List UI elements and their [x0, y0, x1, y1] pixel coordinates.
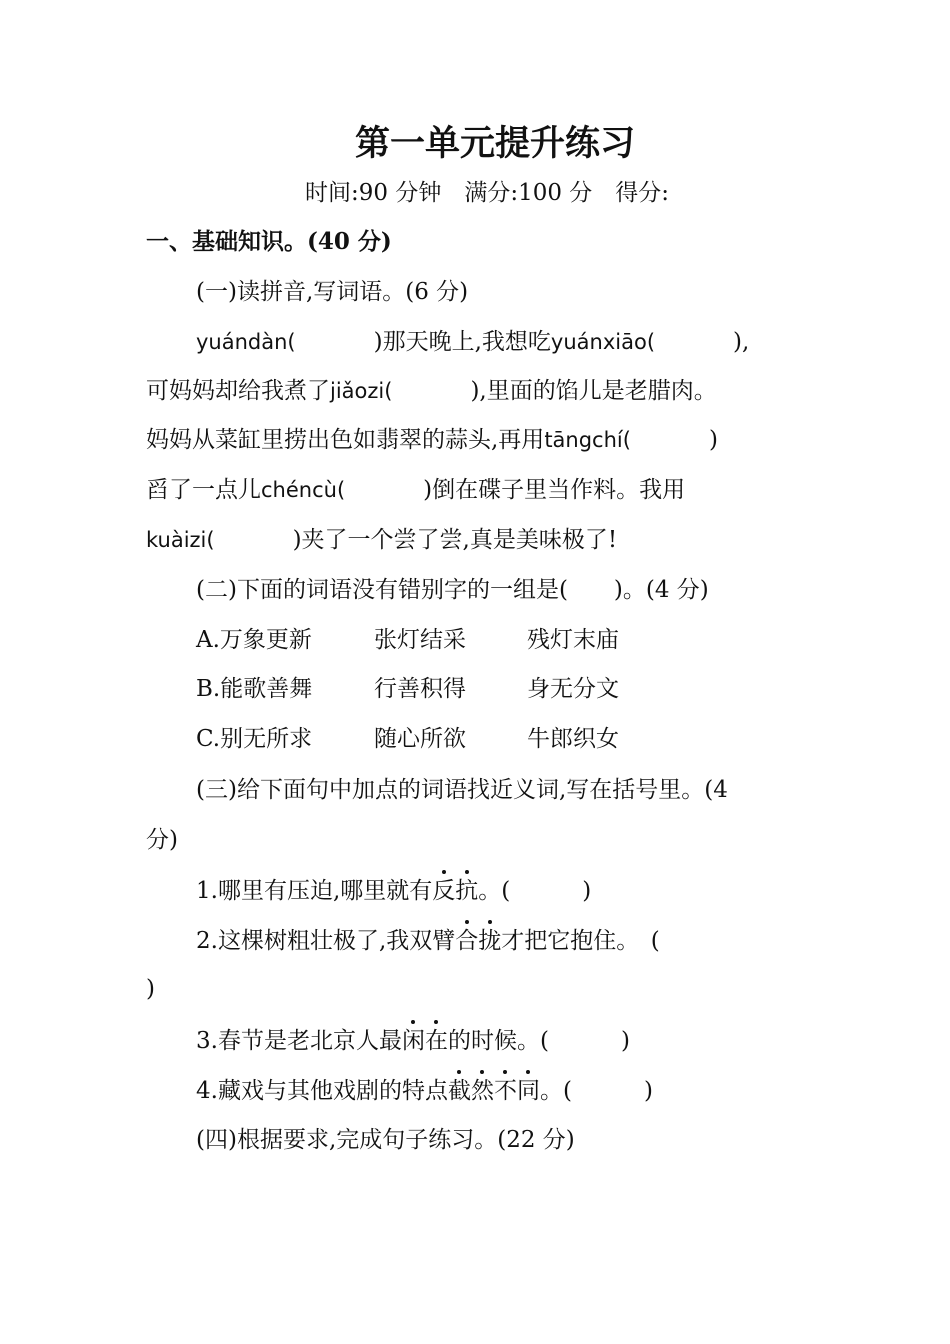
dotted-char: 然	[470, 1078, 494, 1104]
dotted-char: 在	[424, 1028, 448, 1054]
page-title: 第一单元提升练习	[354, 123, 635, 164]
q4-heading: (四)根据要求,完成句子练习。(22 分)	[196, 1127, 575, 1153]
q2-option-a[interactable]	[196, 625, 619, 655]
option-word: 残灯末庙	[527, 627, 619, 653]
text: )	[582, 878, 592, 904]
option-word: B.能歌善舞	[196, 676, 313, 702]
text: )那天晚上,我想吃	[373, 329, 551, 355]
dotted-char: 反	[432, 878, 456, 904]
exam-meta: 时间:90 分钟 满分:100 分 得分:	[305, 180, 670, 206]
text: 可妈妈却给我煮了	[146, 378, 330, 404]
pinyin: jiǎozi(	[330, 379, 393, 403]
text: 妈妈从菜缸里捞出色如翡翠的蒜头,再用	[146, 427, 545, 453]
text: )夹了一个尝了尝,真是美味极了!	[292, 527, 618, 553]
pinyin: kuàizi(	[146, 528, 215, 552]
text: ),里面的馅儿是老腊肉。	[470, 378, 717, 404]
text: 1.哪里有压迫,哪里就有	[196, 878, 433, 904]
text: 。(	[478, 878, 511, 904]
text: 。(	[539, 1078, 572, 1104]
text: )倒在碟子里当作料。我用	[423, 477, 686, 503]
text: ),	[733, 329, 750, 355]
pinyin: yuándàn(	[196, 330, 296, 354]
dotted-char: 不	[493, 1078, 517, 1104]
option-word: 张灯结采	[374, 627, 466, 653]
q1-line-5	[146, 525, 617, 555]
q2-option-c[interactable]	[196, 724, 619, 754]
text: 2.这棵树粗壮极了,我双臂	[196, 928, 456, 954]
option-word: 随心所欲	[374, 726, 466, 752]
text: 4.藏戏与其他戏剧的特点	[196, 1078, 448, 1104]
q1-line-4	[146, 475, 685, 505]
q1-heading: (一)读拼音,写词语。(6 分)	[196, 279, 469, 305]
option-word: 身无分文	[527, 676, 619, 702]
dotted-char: 拢	[478, 928, 502, 954]
pinyin: yuánxiāo(	[550, 330, 656, 354]
dotted-char: 截	[447, 1078, 471, 1104]
text: )	[643, 1078, 653, 1104]
q3-heading-cont: 分)	[146, 827, 178, 853]
q3-sentence-1	[196, 876, 591, 906]
text: 舀了一点儿	[146, 477, 261, 503]
text: 才把它抱住。 (	[501, 928, 660, 954]
q1-line-3	[146, 425, 718, 455]
option-word: 行善积得	[374, 676, 466, 702]
q2-heading: (二)下面的词语没有错别字的一组是( )。(4 分)	[196, 577, 709, 603]
option-word: C.别无所求	[196, 726, 313, 752]
q3-sentence-3	[196, 1026, 630, 1056]
q2-option-b[interactable]	[196, 674, 619, 704]
q1-line-2	[146, 376, 717, 406]
q3-heading: (三)给下面句中加点的词语找近义词,写在括号里。(4	[196, 777, 728, 803]
q3-sentence-4	[196, 1076, 653, 1106]
pinyin: chéncù(	[261, 478, 346, 502]
q1-line-1	[196, 327, 749, 357]
text: )	[620, 1028, 630, 1054]
dotted-char: 抗	[455, 878, 479, 904]
pinyin: tāngchí(	[544, 428, 631, 452]
text: 3.春节是老北京人最	[196, 1028, 402, 1054]
dotted-char: 闲	[401, 1028, 425, 1054]
dotted-char: 同	[516, 1078, 540, 1104]
option-word: 牛郎织女	[527, 726, 619, 752]
q3-sentence-2-close: )	[146, 976, 155, 1002]
q3-sentence-2	[196, 926, 660, 956]
option-word: A.万象更新	[196, 627, 312, 653]
dotted-char: 合	[455, 928, 479, 954]
section-1-heading: 一、基础知识。(40 分)	[146, 228, 392, 255]
text: )	[708, 427, 718, 453]
text: 的时候。(	[447, 1028, 549, 1054]
